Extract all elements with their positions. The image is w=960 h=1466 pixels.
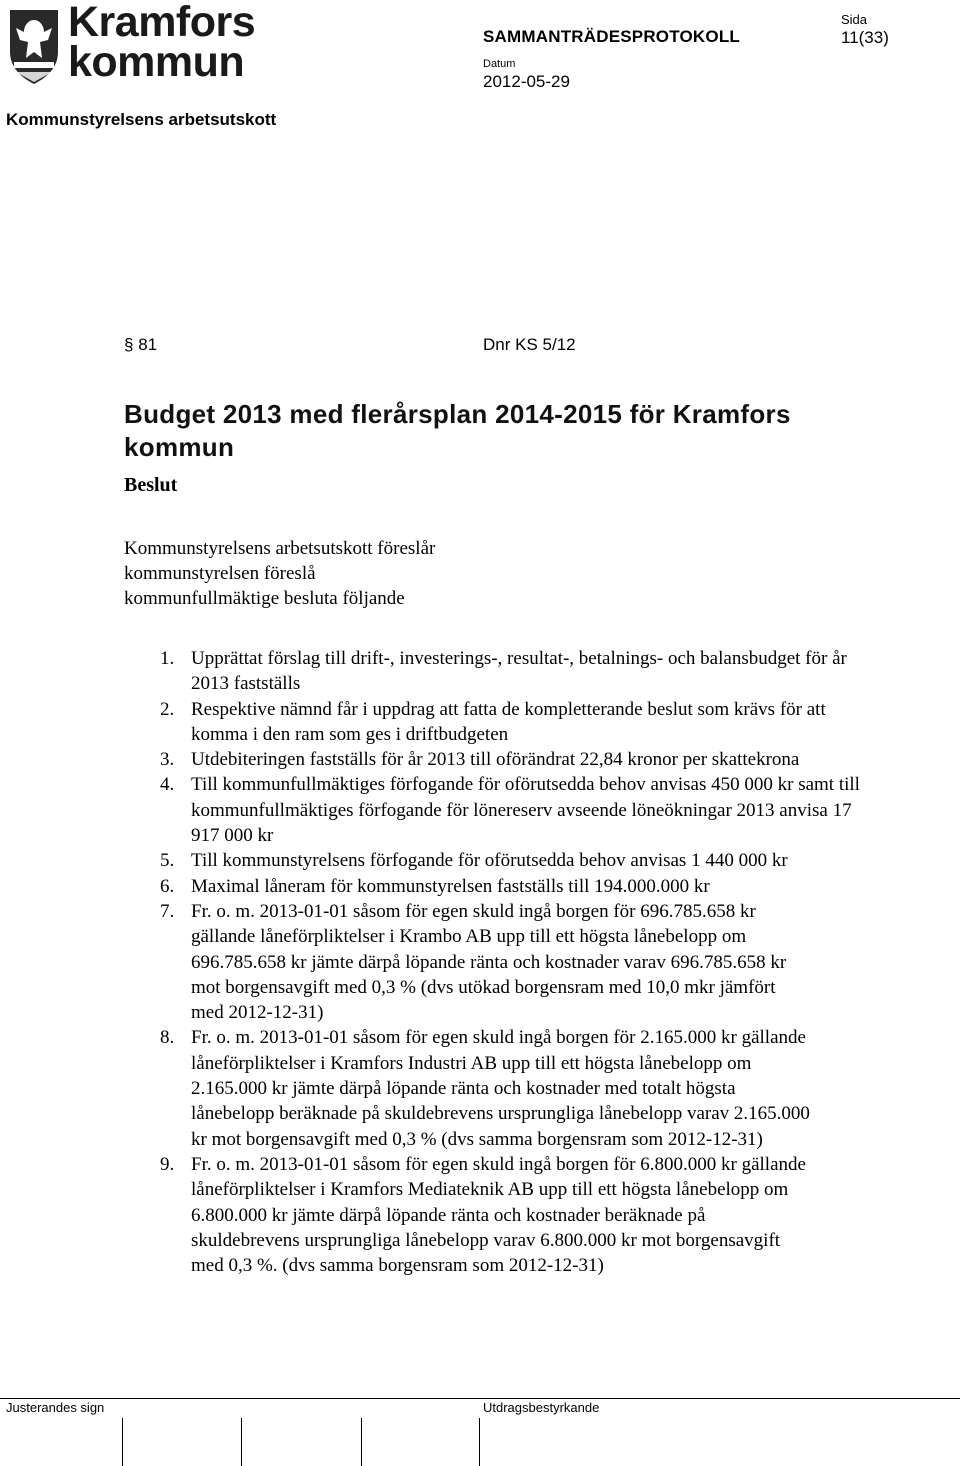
list-item-text: Upprättat förslag till drift-, investerings-, resultat-, betalnings- och balansbudget för år 2013 fastställs [191,648,847,695]
list-item-number: 6. [160,875,175,897]
coat-of-arms-icon [6,6,62,86]
list-item-number: 8. [160,1027,175,1049]
protocol-title: SAMMANTRÄDESPROTOKOLL [483,27,740,46]
list-item [160,1152,860,1278]
page-label: Sida [841,12,868,27]
intro-line: kommunfullmäktige besluta följande [124,588,405,609]
signature-footer [0,1398,960,1466]
list-item-text: Utdebiteringen fastställs för år 2013 till oförändrat 22,84 kronor per skattekrona [191,749,800,771]
logo-wordmark: Kramfors kommun [68,0,256,86]
signature-box-divider [479,1418,480,1466]
list-item [160,874,860,899]
decision-heading: Beslut [124,474,178,496]
list-item [160,1025,860,1151]
list-item-number: 9. [160,1153,175,1175]
list-item-text: Fr. o. m. 2013-01-01 såsom för egen skuld ingå borgen för 2.165.000 kr gällande låneförpliktelser i Kramfors Industri AB upp till ett högsta lånebelopp om 2.165.000 kr jämte därpå löpande ränta och kostnader med totalt högsta lånebelopp beräknade på skuldebrevens ursprungliga lånebelopp varav 2.165.000 kr mot borgensavgift med 0,3 % (dvs samma borgensram som 2012-12-31) [191,1027,810,1150]
page-number: 11(33) [841,28,889,47]
date-value: 2012-05-29 [483,72,570,91]
paragraph-reference [124,335,157,355]
list-item [160,899,860,1025]
intro-line: Kommunstyrelsens arbetsutskott föreslår [124,538,436,559]
list-item-number: 1. [160,648,175,669]
list-item-text: Till kommunstyrelsens förfogande för oförutsedda behov anvisas 1 440 000 kr [191,850,788,872]
date-label: Datum [483,58,516,70]
kramfors-kommun-logo [6,0,256,92]
intro-line: kommunstyrelsen föreslå [124,563,316,584]
list-item [160,848,860,873]
list-item-text: Till kommunfullmäktiges förfogande för oförutsedda behov anvisas 450 000 kr samt till kommunfullmäktiges förfogande för lönereserv avseende löneökningar 2013 anvisa 17 917 000 kr [191,774,860,847]
committee-name: Kommunstyrelsens arbetsutskott [6,110,277,129]
decision-intro [124,536,435,611]
footer-divider [0,1398,960,1399]
document-title: Budget 2013 med flerårsplan 2014-2015 för Kramfors kommun [124,399,791,462]
list-item-text: Respektive nämnd får i uppdrag att fatta de kompletterande beslut som krävs för att komma i den ram som ges i driftbudgeten [191,698,826,745]
list-item [160,772,860,848]
list-item-text: Fr. o. m. 2013-01-01 såsom för egen skuld ingå borgen för 696.785.658 kr gällande låneförpliktelser i Krambo AB upp till ett högsta lånebelopp om 696.785.658 kr jämte därpå löpande ränta och kostnader varav 696.785.658 kr mot borgensavgift med 0,3 % (dvs utökad borgensram med 10,0 mkr jämfört med 2012-12-31) [191,900,787,1024]
list-item-text: Fr. o. m. 2013-01-01 såsom för egen skuld ingå borgen för 6.800.000 kr gällande låneförpliktelser i Kramfors Mediateknik AB upp till ett högsta lånebelopp om 6.800.000 kr jämte därpå löpande ränta och kostnader beräknade på skuldebrevens ursprungliga lånebelopp varav 6.800.000 kr mot borgensavgift med 0,3 %. (dvs samma borgensram som 2012-12-31) [191,1153,806,1277]
list-item [160,747,860,772]
signature-box-divider [241,1418,242,1466]
list-item [160,646,860,697]
list-item-number: 2. [160,698,175,720]
list-item-number: 3. [160,749,175,771]
utdragsbestyrkande-label: Utdragsbestyrkande [483,1400,600,1415]
signature-box-divider [122,1418,123,1466]
paragraph-number: 81 [138,335,158,354]
list-item [160,697,860,748]
list-item-text: Maximal låneram för kommunstyrelsen fastställs till 194.000.000 kr [191,875,710,897]
justerandes-sign-label: Justerandes sign [6,1400,105,1415]
dnr-reference: Dnr KS 5/12 [483,335,576,354]
list-item-number: 4. [160,774,175,796]
signature-box-divider [361,1418,362,1466]
decision-list [160,646,860,1278]
list-item-number: 5. [160,850,175,872]
list-item-number: 7. [160,900,175,922]
paragraph-mark: § [124,335,134,354]
